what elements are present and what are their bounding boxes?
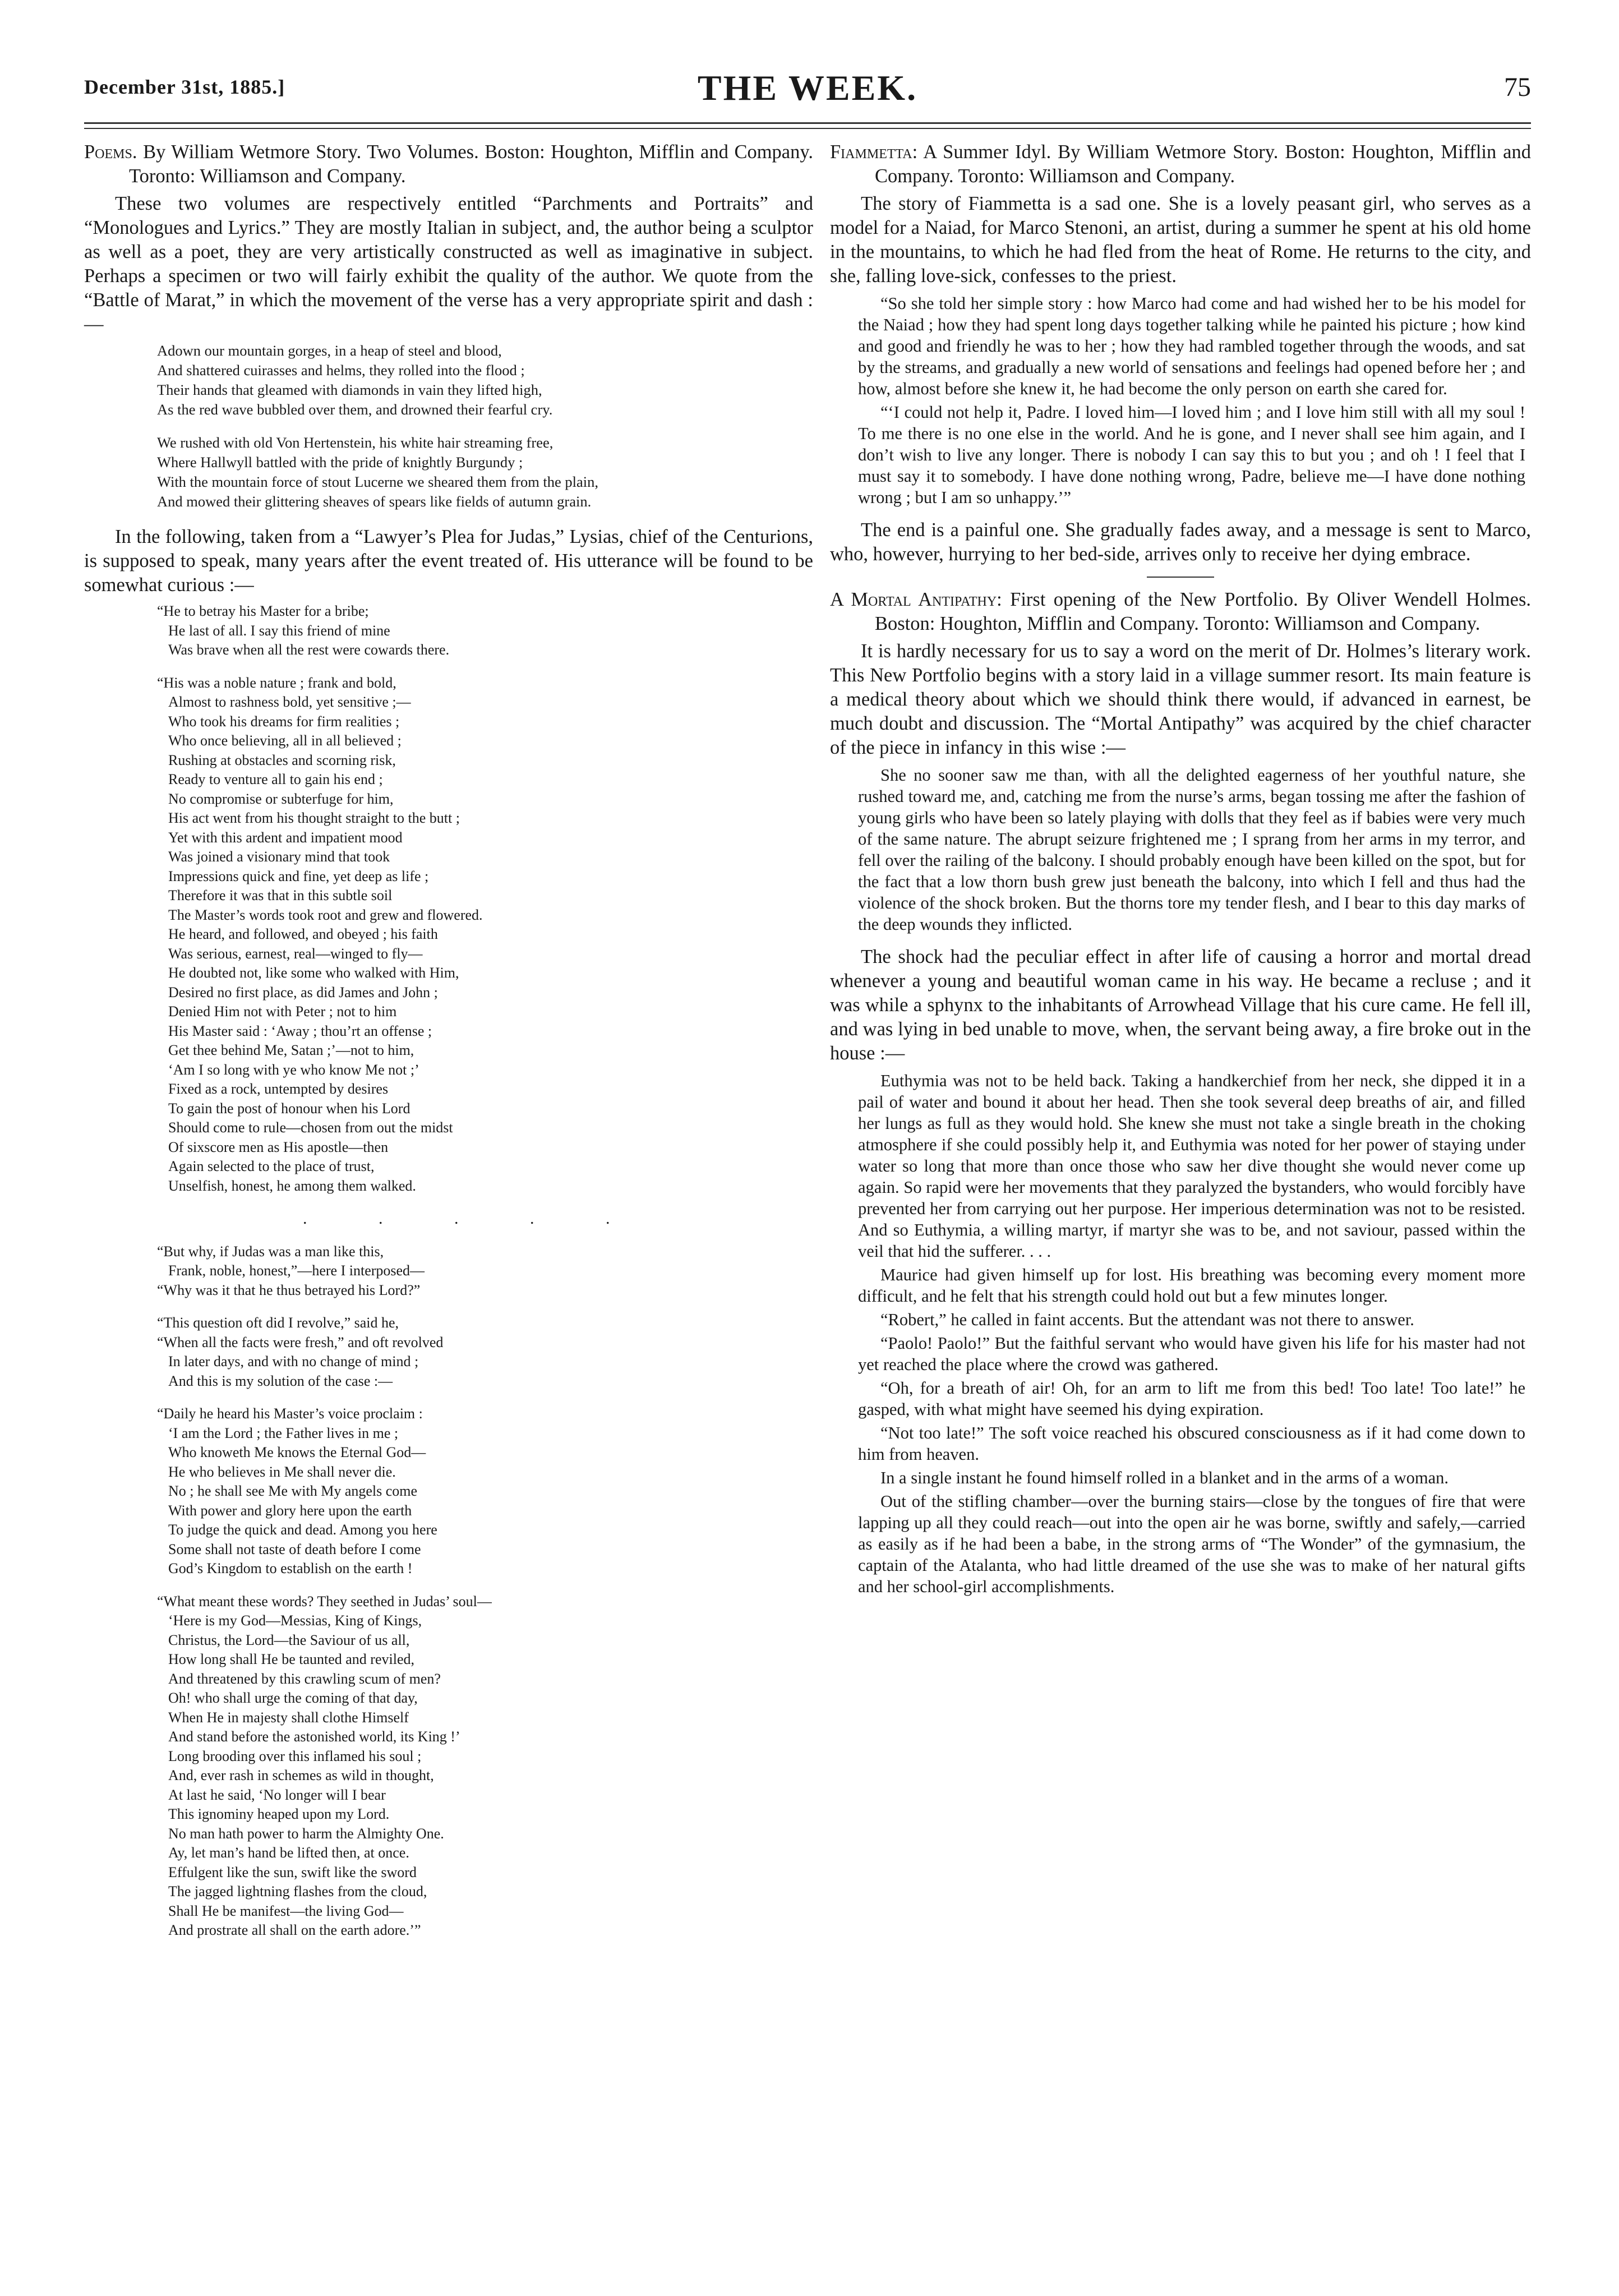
verse-line: “When all the facts were fresh,” and oft revolved (157, 1334, 444, 1350)
verse-line: He who believes in Me shall never die. (168, 1463, 396, 1480)
verse-line: Desired no first place, as did James and John ; (168, 984, 438, 1001)
verse-block-lawyers-plea (84, 602, 813, 1940)
verse-line: His Master said : ‘Away ; thou’rt an offense ; (168, 1022, 432, 1039)
verse-line: No compromise or subterfuge for him, (168, 790, 394, 807)
review-paragraph: The shock had the peculiar effect in after life of causing a horror and mortal dread whenever a young and beautiful woman came in his way. He became a recluse ; and it was while a sphynx to the inhabitants of Arrowhead Village that his cure came. He fell ill, and was lying in bed unable to move, when, the servant being away, a fire broke out in the house :— (830, 946, 1531, 1064)
quote-paragraph: Maurice had given himself up for lost. His breathing was becoming every moment more difficult, and he felt that his strength could hold out but a few minutes longer. (858, 1265, 1525, 1306)
header-rule-top (84, 122, 1531, 124)
verse-line: No man hath power to harm the Almighty One. (168, 1825, 444, 1842)
verse-line: “He to betray his Master for a bribe; (157, 603, 369, 619)
verse-line: Effulgent like the sun, swift like the sword (168, 1864, 417, 1880)
block-quote-fire-rescue (830, 1070, 1531, 1597)
verse-line: ‘I am the Lord ; the Father lives in me ; (168, 1424, 399, 1441)
verse-line: Ready to venture all to gain his end ; (168, 771, 383, 787)
review-paragraph: These two volumes are respectively entitled “Parchments and Portraits” and “Monologues and Lyrics.” They are mostly Italian in subject, and, the author being a sculptor as well as a poet, they are very artistically constructed as well as imaginative in subject. Perhaps a specimen or two will fairly exhibit the quality of the author. We quote from the “Battle of Marat,” in which the movement of the verse has a very appropriate spirit and dash :— (84, 193, 813, 335)
quote-paragraph: “Not too late!” The soft voice reached his obscured consciousness as if it had come down to him from heaven. (858, 1423, 1525, 1464)
page-header (84, 67, 1531, 121)
quote-paragraph: “Paolo! Paolo!” But the faithful servant who would have given his life for his master had not yet reached the place where the crowd was gathered. (858, 1334, 1525, 1374)
review-paragraph: In the following, taken from a “Lawyer’s Plea for Judas,” Lysias, chief of the Centurions, is supposed to speak, many years after the event treated of. His utterance will be found to be somewhat curious :— (84, 526, 813, 596)
verse-line: And, ever rash in schemes as wild in thought, (168, 1767, 434, 1783)
verse-line: “Why was it that he thus betrayed his Lord?” (157, 1281, 421, 1298)
verse-line: He doubted not, like some who walked with Him, (168, 965, 459, 981)
block-quote (830, 293, 1531, 508)
verse-line: Of sixscore men as His apostle—then (168, 1138, 389, 1155)
verse-line: To gain the post of honour when his Lord (168, 1100, 410, 1117)
verse-line: And stand before the astonished world, its King !’ (168, 1728, 460, 1745)
verse-line: To judge the quick and dead. Among you here (168, 1522, 437, 1538)
verse-line: In later days, and with no change of mind ; (168, 1353, 419, 1370)
review-paragraph: The story of Fiammetta is a sad one. She is a lovely peasant girl, who serves as a model for a Naiad, for Marco Stenoni, an artist, during a summer he spent at his old home in the mountains, to which he had fled from the heat of Rome. He returns to the city, and she, falling love-sick, confesses to the priest. (830, 193, 1531, 287)
verse-line: With the mountain force of stout Lucerne we sheared them from the plain, (157, 473, 599, 490)
verse-line: ‘Am I so long with ye who know Me not ;’ (168, 1061, 419, 1078)
verse-line: And this is my solution of the case :— (168, 1372, 393, 1389)
verse-line: “But why, if Judas was a man like this, (157, 1243, 384, 1260)
verse-line: No ; he shall see Me with My angels come (168, 1483, 418, 1499)
verse-line: Was joined a visionary mind that took (168, 849, 390, 865)
verse-line: Unselfish, honest, he among them walked. (168, 1177, 416, 1194)
verse-line: “What meant these words? They seethed in Judas’ soul— (157, 1593, 492, 1610)
block-quote (830, 764, 1531, 935)
verse-line: His act went from his thought straight to the butt ; (168, 810, 460, 826)
stanza (157, 602, 813, 660)
verse-line: Frank, noble, honest,”—here I interposed— (168, 1262, 425, 1279)
review-heading-fiammetta: Fiammetta: A Summer Idyl. By William Wetmore Story. Boston: Houghton, Mifflin and Company. Toronto: Williamson and Company. (830, 141, 1531, 187)
verse-line: Rushing at obstacles and scorning risk, (168, 751, 396, 768)
verse-line: Should come to rule—chosen from out the midst (168, 1119, 453, 1136)
quote-paragraph: In a single instant he found himself rolled in a blanket and in the arms of a woman. (880, 1468, 1449, 1487)
verse-line: Get thee behind Me, Satan ;’—not to him, (168, 1042, 414, 1058)
left-column (84, 140, 813, 1954)
verse-line: And shattered cuirasses and helms, they rolled into the flood ; (157, 362, 525, 379)
review-heading-poems: Poems. By William Wetmore Story. Two Volumes. Boston: Houghton, Mifflin and Company. Toronto: Williamson and Company. (84, 141, 813, 187)
verse-line: Therefore it was that in this subtle soil (168, 887, 393, 903)
stanza (157, 674, 813, 1196)
verse-line: We rushed with old Von Hertenstein, his white hair streaming free, (157, 434, 553, 451)
verse-line: Again selected to the place of trust, (168, 1158, 375, 1174)
masthead-title: THE WEEK. (697, 68, 918, 108)
right-column (830, 140, 1531, 1607)
stanza (157, 1242, 813, 1301)
stanza (157, 1592, 813, 1940)
verse-line: Fixed as a rock, untempted by desires (168, 1081, 389, 1097)
verse-line: At last he said, ‘No longer will I bear (168, 1786, 386, 1803)
verse-line: This ignominy heaped upon my Lord. (168, 1806, 390, 1822)
verse-line: He last of all. I say this friend of mine (168, 622, 390, 639)
issue-date: December 31st, 1885.] (84, 76, 285, 98)
verse-line: Shall He be manifest—the living God— (168, 1902, 404, 1919)
ellipsis-dots: . . . . . (303, 1209, 644, 1228)
verse-line: Who knoweth Me knows the Eternal God— (168, 1444, 426, 1460)
stanza (157, 1313, 813, 1391)
verse-line: Who took his dreams for firm realities ; (168, 713, 400, 730)
verse-line: He heard, and followed, and obeyed ; his faith (168, 926, 438, 942)
verse-line: Ay, let man’s hand be lifted then, at once. (168, 1845, 409, 1861)
verse-line: Some shall not taste of death before I come (168, 1541, 421, 1557)
verse-line: God’s Kingdom to establish on the earth ! (168, 1560, 413, 1576)
verse-line: Almost to rashness bold, yet sensitive ;— (168, 694, 411, 710)
page-number: 75 (1504, 72, 1531, 102)
verse-line: Adown our mountain gorges, in a heap of steel and blood, (157, 342, 502, 359)
verse-line: “His was a noble nature ; frank and bold, (157, 674, 396, 691)
quote-paragraph: Out of the stifling chamber—over the burning stairs—close by the tongues of fire that were lapping up all they could reach—out into the open air he was borne, swiftly and safely,—carried as easily as if he had been a babe, in the strong arms of “The Wonder” of the gymnasium, the captain of the Atalanta, who had little dreamed of the use she was to make of her natural gifts and her school-girl accomplishments. (858, 1492, 1525, 1596)
review-heading-mortal-antipathy: A Mortal Antipathy: First opening of the New Portfolio. By Oliver Wendell Holmes. Boston: Houghton, Mifflin and Company. Toronto: Williamson and Company. (830, 589, 1531, 634)
verse-line: And mowed their glittering sheaves of spears like fields of autumn grain. (157, 493, 592, 510)
verse-line: How long shall He be taunted and reviled, (168, 1651, 414, 1667)
verse-line: The jagged lightning flashes from the cloud, (168, 1883, 427, 1899)
verse-line: Was brave when all the rest were cowards there. (168, 642, 450, 658)
verse-line: And threatened by this crawling scum of men? (168, 1670, 441, 1687)
verse-line: The Master’s words took root and grew and flowered. (168, 906, 483, 923)
verse-line: Where Hallwyll battled with the pride of knightly Burgundy ; (157, 454, 523, 471)
verse-line: ‘Here is my God—Messias, King of Kings, (168, 1612, 422, 1629)
verse-line: Long brooding over this inflamed his soul ; (168, 1748, 422, 1764)
section-divider (1147, 577, 1214, 578)
verse-line: Oh! who shall urge the coming of that day, (168, 1690, 418, 1706)
quote-paragraph: “‘I could not help it, Padre. I loved him—I loved him ; and I love him still with all my soul ! To me there is no one else in the world. And he is gone, and I never shall see him again, and I don’t wish to live any longer. There is nobody I can say this to but you ; and oh ! I feel that I must say it to somebody. I have done nothing wrong, Padre, believe me—I have done nothing wrong ; but I am so unhappy.’” (858, 403, 1525, 507)
review-paragraph: It is hardly necessary for us to say a word on the merit of Dr. Holmes’s literary work. This New Portfolio begins with a story laid in a village summer resort. Its main feature is a medical theory about which we should think there would, if advanced in earnest, be much doubt and discussion. The “Mortal Antipathy” was acquired by the chief character of the piece in infancy in this wise :— (830, 640, 1531, 758)
stanza (157, 433, 813, 511)
verse-line: Denied Him not with Peter ; not to him (168, 1003, 397, 1020)
verse-line: With power and glory here upon the earth (168, 1502, 412, 1519)
stanza (157, 341, 813, 419)
verse-line: Who once believing, all in all believed ; (168, 732, 402, 749)
verse-line: Their hands that gleamed with diamonds in vain they lifted high, (157, 381, 542, 398)
verse-line: Was serious, earnest, real—winged to fly— (168, 945, 423, 962)
quote-paragraph: “Robert,” he called in faint accents. But the attendant was not there to answer. (880, 1310, 1414, 1329)
review-paragraph: The end is a painful one. She gradually fades away, and a message is sent to Marco, who, however, hurrying to her bed-side, arrives only to receive her dying embrace. (830, 519, 1531, 565)
verse-line: And prostrate all shall on the earth adore.’” (168, 1922, 421, 1938)
quote-paragraph: “So she told her simple story : how Marco had come and had wished her to be his model for the Naiad ; how they had spent long days together talking while he painted his picture ; how kind and good and friendly he was to her ; how they had rambled together through the woods, and sat by the streams, and gradually a new world of sensations and feelings had opened before her ; and how, almost before she knew it, he had become the only person on earth she cared for. (858, 294, 1525, 398)
verse-line: “This question oft did I revolve,” said he, (157, 1315, 399, 1331)
verse-line: Impressions quick and fine, yet deep as life ; (168, 868, 429, 884)
verse-line: When He in majesty shall clothe Himself (168, 1709, 409, 1726)
verse-line: As the red wave bubbled over them, and drowned their fearful cry. (157, 401, 553, 418)
stanza (157, 1404, 813, 1579)
quote-paragraph: “Oh, for a breath of air! Oh, for an arm to lift me from this bed! Too late! Too late!” he gasped, with what might have seemed his dying expiration. (858, 1378, 1525, 1419)
quote-paragraph: Euthymia was not to be held back. Taking a handkerchief from her neck, she dipped it in a pail of water and bound it about her head. Then she took several deep breaths of air, and filled her lungs as full as they would hold. She knew she must not take a single breath in the choking atmosphere if she could possibly help it, and Euthymia was noted for her power of staying under water so long that more than once those who saw her dive thought she would never come up again. So rapid were her movements that they paralyzed the bystanders, who would forcibly have prevented her from carrying out her purpose. Her imperious determination was not to be resisted. And so Euthymia, a willing martyr, if martyr she was to be, and not saviour, passed within the veil that hid the sufferer. . . . (858, 1071, 1525, 1261)
header-rule-bottom (84, 128, 1531, 129)
verse-block-battle-of-marat (84, 341, 813, 511)
verse-line: Christus, the Lord—the Saviour of us all, (168, 1631, 410, 1648)
verse-line: Yet with this ardent and impatient mood (168, 829, 403, 846)
verse-line: “Daily he heard his Master’s voice proclaim : (157, 1405, 423, 1422)
quote-paragraph: She no sooner saw me than, with all the delighted eagerness of her youthful nature, she rushed toward me, and, catching me from the nurse’s arms, began tossing me after the fashion of young girls who have been so lately playing with dolls that they feel as if babies were very much of the same nature. The abrupt seizure frightened me ; I sprang from her arms in my terror, and fell over the railing of the balcony. I should probably enough have been killed on the spot, but for the fact that a low thorn bush grew just beneath the balcony, into which I fell and thus had the violence of the shock broken. But the thorns tore my tender flesh, and I bear to this day marks of the deep wounds they inflicted. (858, 766, 1525, 934)
